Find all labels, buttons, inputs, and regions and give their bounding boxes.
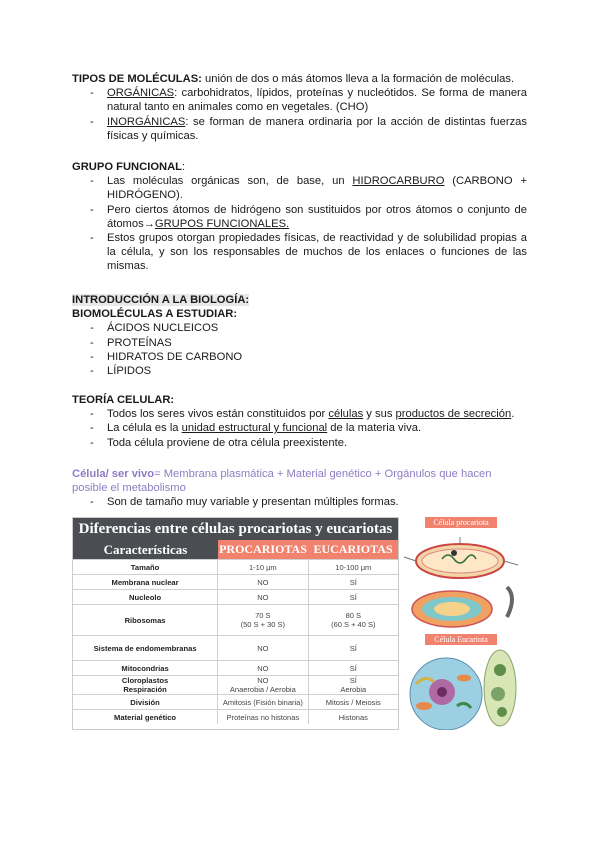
cell-caracteristica: Nucleolo: [129, 592, 162, 602]
list-item: [72, 115, 527, 143]
cell-caracteristica: División: [130, 697, 160, 707]
list-item: [72, 174, 527, 202]
intro-heading: INTRODUCCIÓN A LA BIOLOGÍA:: [72, 294, 250, 306]
table-row: [73, 675, 398, 694]
list-item: [72, 86, 527, 114]
table-row: [73, 635, 398, 660]
celula-text: = Membrana plasmática + Material genético + Orgánulos que hacen posible el metabolismo: [72, 468, 492, 495]
list-item: [72, 203, 527, 231]
term-inorganicas: INORGÁNICAS: [107, 115, 186, 128]
header-caracteristicas: Características: [73, 540, 218, 559]
cell-procariota: NO: [217, 575, 307, 589]
teoria-list: [72, 407, 527, 450]
cell-eucariota: 10-100 μm: [308, 560, 398, 574]
list-item: - LÍPIDOS: [72, 364, 527, 378]
tipos-line: [72, 72, 527, 86]
procariota-diagram-icon: [402, 517, 520, 631]
grupo-list: [72, 174, 527, 273]
term-organicas: ORGÁNICAS: [107, 87, 175, 100]
grupo-line: [72, 160, 527, 174]
section-teoria: [72, 393, 527, 450]
section-celula: [72, 467, 527, 510]
item-text: y sus: [363, 408, 396, 421]
list-item: - Toda célula proviene de otra célula preexistente.: [72, 436, 527, 450]
tipos-list: [72, 86, 527, 143]
term-productos: productos de secreción: [395, 408, 512, 421]
cell-procariota: Proteínas no histonas: [217, 710, 307, 724]
biomoleculas-heading: BIOMOLÉCULAS A ESTUDIAR:: [72, 308, 238, 321]
tipos-heading: TIPOS DE MOLÉCULAS:: [72, 73, 202, 85]
eucariota-diagram-icon: [402, 634, 520, 730]
table-row: [73, 660, 398, 675]
cell-procariota: Amitosis (Fisión binaria): [217, 695, 307, 709]
cell-caracteristica: Cloroplastos Respiración: [121, 676, 169, 694]
biomoleculas-list: [72, 321, 527, 378]
list-item: - Son de tamaño muy variable y presentan múltiples formas.: [72, 495, 527, 509]
list-item: [72, 421, 527, 435]
eucariota-figure: [402, 634, 520, 730]
grupo-colon: :: [182, 161, 186, 173]
cell-eucariota: Histonas: [308, 710, 398, 724]
biomoleculas-heading-line: [72, 307, 527, 321]
teoria-heading-line: [72, 393, 527, 407]
cell-caracteristica: Material genético: [114, 712, 177, 722]
list-item: [72, 407, 527, 421]
cell-eucariota: SÍ: [308, 590, 398, 604]
list-item: [72, 231, 527, 274]
table-row: [73, 559, 398, 574]
cell-caracteristica: Membrana nuclear: [111, 577, 179, 587]
cell-eucariota: Mitosis / Meiosis: [308, 695, 398, 709]
item-text: La célula es la: [107, 422, 182, 435]
celula-list: [72, 495, 527, 509]
procariota-figure: [402, 517, 520, 631]
table-title: Diferencias entre células procariotas y eucariotas: [73, 518, 398, 540]
item-text: .: [511, 408, 515, 421]
term-celulas: células: [328, 408, 364, 421]
cell-eucariota: SÍ: [308, 661, 398, 675]
section-grupo: [72, 160, 527, 274]
cell-procariota: NO: [217, 590, 307, 604]
grupo-heading: GRUPO FUNCIONAL: [72, 161, 183, 173]
table-header: [73, 540, 398, 559]
item-text: : se forman de manera ordinaria por la acción de distintas fuerzas físicas y químicas.: [107, 115, 527, 142]
item-text: Las moléculas orgánicas son, de base, un: [107, 175, 353, 188]
term-unidad: unidad estructural y funcional: [181, 422, 328, 435]
table-row: [73, 574, 398, 589]
header-eucariotas: EUCARIOTAS: [308, 540, 398, 559]
procariota-label: Célula procariota: [425, 517, 497, 528]
teoria-heading: TEORÍA CELULAR:: [72, 394, 175, 406]
table-row: [73, 709, 398, 724]
cell-procariota: NO: [217, 661, 307, 675]
cell-caracteristica: Ribosomas: [124, 615, 166, 625]
cell-caracteristica: Mitocondrias: [121, 663, 169, 673]
celula-line: [72, 467, 527, 495]
list-item: - PROTEÍNAS: [72, 336, 527, 350]
table-row: [73, 604, 398, 635]
term-grupos-funcionales: GRUPOS FUNCIONALES.: [154, 217, 290, 230]
eucariota-label: Célula Eucariota: [425, 634, 497, 645]
item-text: (CARBONO + HIDRÓGENO).: [107, 175, 527, 202]
list-item: - ÁCIDOS NUCLEICOS: [72, 321, 527, 335]
cell-eucariota: 80 S (60 S + 40 S): [308, 605, 398, 635]
cell-eucariota: SÍ Aerobia: [308, 676, 398, 694]
table-body: [73, 559, 398, 724]
cell-procariota: 1-10 μm: [217, 560, 307, 574]
cell-eucariota: SÍ: [308, 575, 398, 589]
celula-label: Célula/ ser vivo: [72, 468, 155, 480]
tipos-intro: unión de dos o más átomos lleva a la formación de moléculas.: [201, 73, 515, 85]
term-hidrocarburo: HIDROCARBURO: [352, 175, 445, 188]
item-text: de la materia viva.: [327, 422, 422, 435]
comparison-table: [72, 517, 399, 730]
cell-eucariota: SÍ: [308, 636, 398, 660]
table-row: [73, 694, 398, 709]
item-text: Estos grupos otorgan propiedades físicas, de reactividad y de solubilidad propias a la célula, y son los responsables de muchos de los enlaces o funciones de las mismas.: [107, 232, 527, 273]
cell-caracteristica: Tamaño: [130, 562, 160, 572]
intro-heading-line: [72, 293, 527, 307]
item-text: Pero ciertos átomos de hidrógeno son sustituidos por otros átomos o conjunto de átomos→: [107, 203, 527, 230]
section-tipos: [72, 72, 527, 143]
cell-procariota: NO Anaerobia / Aerobia: [217, 676, 307, 694]
header-procariotas: PROCARIOTAS: [218, 540, 308, 559]
section-intro-bio: [72, 293, 527, 378]
table-row: [73, 589, 398, 604]
item-text: Todos los seres vivos están constituidos por: [107, 408, 329, 421]
cell-procariota: 70 S (50 S + 30 S): [217, 605, 307, 635]
item-text: : carbohidratos, lípidos, proteínas y nucleótidos. Se forma de manera natural tanto en animales como en vegetales. (CHO): [107, 87, 527, 114]
list-item: - HIDRATOS DE CARBONO: [72, 350, 527, 364]
cell-procariota: NO: [217, 636, 307, 660]
cell-caracteristica: Sistema de endomembranas: [93, 643, 197, 653]
